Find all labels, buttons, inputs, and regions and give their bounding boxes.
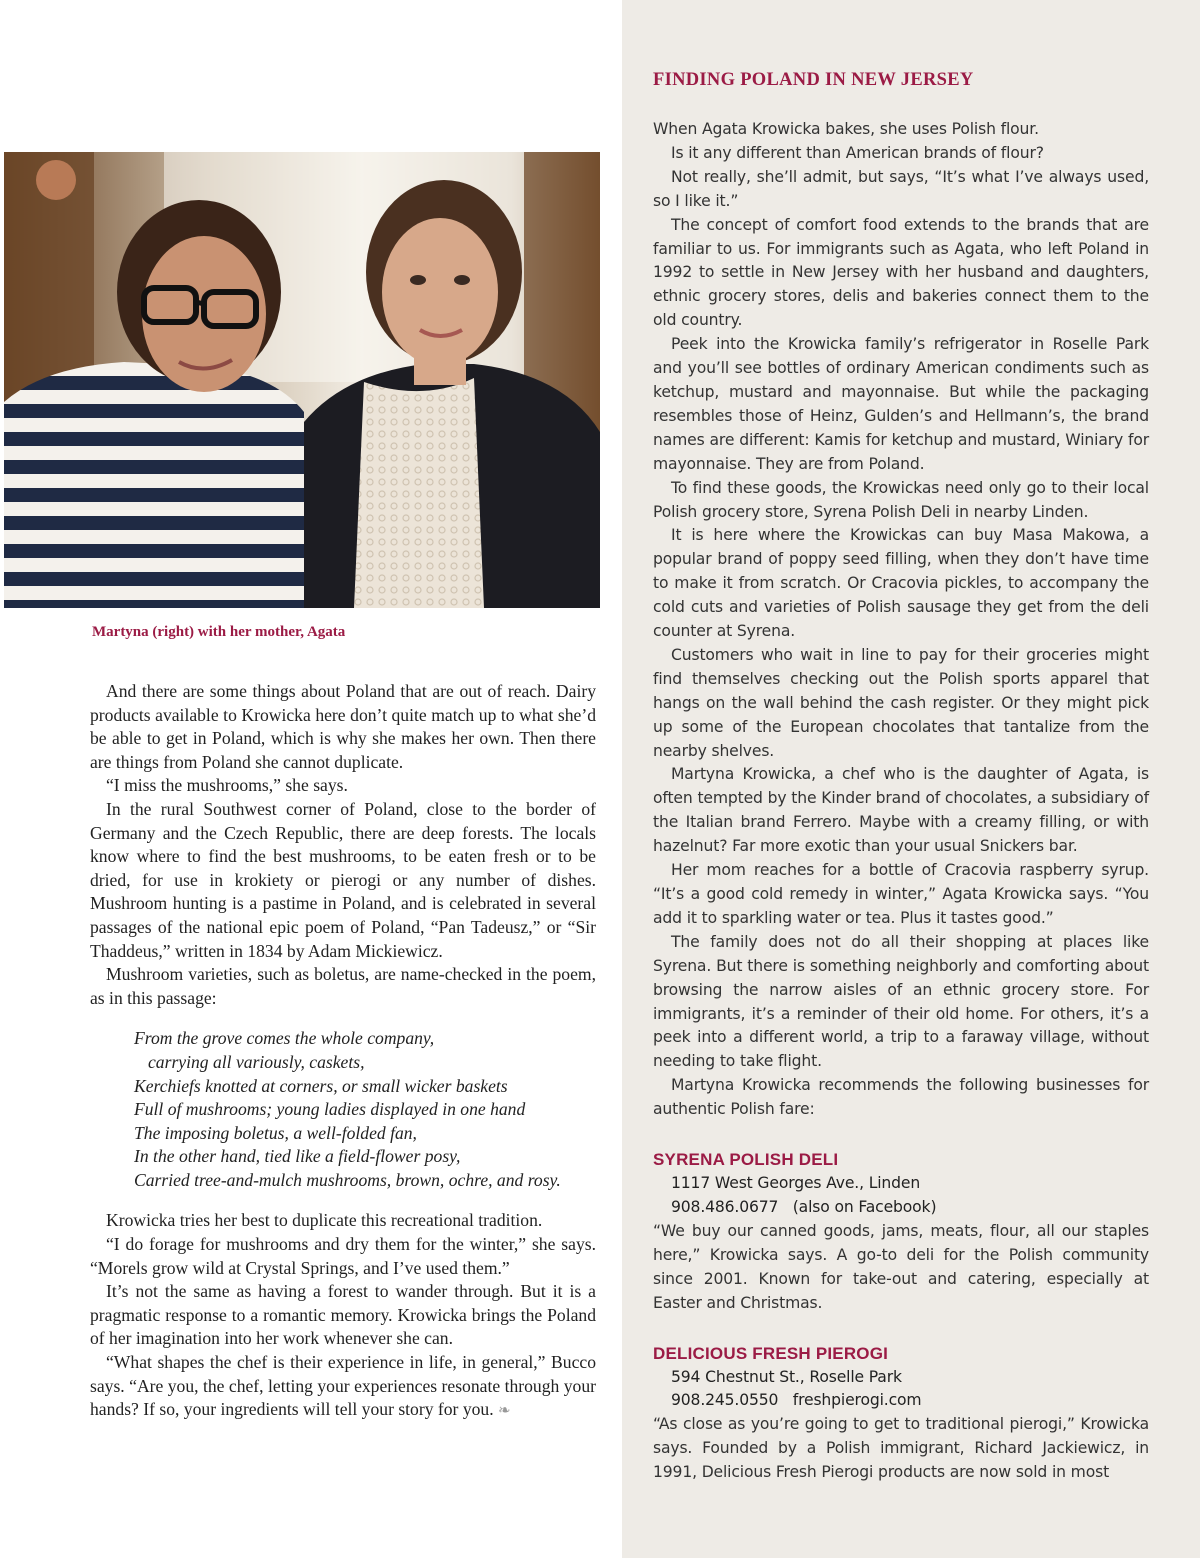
business-description: “As close as you’re going to get to traditional pierogi,” Krowicka says. Founded by a Polish immigrant, Richard Jackiewicz, in 1991, Delicious Fresh Pierogi products are now sold in most <box>653 1415 1149 1482</box>
business-contact: 908.486.0677 (also on Facebook) <box>671 1197 937 1216</box>
sidebar-content <box>653 68 1149 1485</box>
paragraph: Krowicka tries her best to duplicate this recreational tradition. <box>106 1210 543 1231</box>
poem-line: In the other hand, tied like a field-flower posy, <box>134 1146 461 1167</box>
end-mark-icon: ❧ <box>498 1403 511 1420</box>
paragraph: When Agata Krowicka bakes, she uses Polish flour. <box>653 120 1039 138</box>
photo-caption: Martyna (right) with her mother, Agata <box>92 624 346 640</box>
right-sidebar <box>622 0 1200 1558</box>
paragraph: It’s not the same as having a forest to wander through. But it is a pragmatic response to a romantic memory. Krowicka brings the Poland of her imagination into her work whenever she can. <box>90 1281 596 1349</box>
portrait-illustration <box>4 152 600 608</box>
paragraph: Her mom reaches for a bottle of Cracovia raspberry syrup. “It’s a good cold remedy in winter,” Agata Krowicka says. “You add it to sparkling water or tea. Plus it tastes good.” <box>653 861 1149 927</box>
business-contact: 908.245.0550 freshpierogi.com <box>671 1391 922 1410</box>
poem-line: Full of mushrooms; young ladies displayed in one hand <box>134 1099 526 1120</box>
poem-line: Carried tree-and-mulch mushrooms, brown, ochre, and rosy. <box>134 1169 561 1190</box>
paragraph: “I miss the mushrooms,” she says. <box>106 775 348 796</box>
paragraph: Is it any different than American brands of flour? <box>671 143 1044 162</box>
poem-line: From the grove comes the whole company, <box>134 1028 435 1049</box>
paragraph: “I do forage for mushrooms and dry them for the winter,” she says. “Morels grow wild at Crystal Springs, and I’ve used them.” <box>90 1234 596 1278</box>
paragraph: Peek into the Krowicka family’s refrigerator in Roselle Park and you’ll see bottles of ordinary American condiments such as ketchup, mustard and mayonnaise. But while the packaging resembles those of Heinz, Gulden’s and Hellmann’s, the brand names are different: Kamis for ketchup and mustard, Winiary for mayonnaise. They are from Poland. <box>653 335 1149 473</box>
paragraph: Not really, she’ll admit, but says, “It’s what I’ve always used, so I like it.” <box>653 167 1149 210</box>
paragraph: To find these goods, the Krowickas need only go to their local Polish grocery store, Syrena Polish Deli in nearby Linden. <box>653 478 1149 521</box>
paragraph: The concept of comfort food extends to the brands that are familiar to us. For immigrants such as Agata, who left Poland in 1992 to settle in New Jersey with her husband and daughters, ethnic grocery stores, delis and bakeries connect them to the old country. <box>653 215 1149 330</box>
poem-line: The imposing boletus, a well-folded fan, <box>134 1122 417 1143</box>
business-address: 594 Chestnut St., Roselle Park <box>671 1367 902 1386</box>
left-article-body <box>90 680 596 1424</box>
portrait-photo <box>4 152 600 608</box>
business-description: “We buy our canned goods, jams, meats, flour, all our staples here,” Krowicka says. A go-to deli for the Polish community since 2001. Known for take-out and catering, especially at Easter and Christmas. <box>653 1221 1149 1312</box>
paragraph: Mushroom varieties, such as boletus, are name-checked in the poem, as in this passage: <box>90 964 596 1008</box>
paragraph-text: “What shapes the chef is their experience in life, in general,” Bucco says. “Are you, the chef, letting your experiences resonate through your hands? If so, your ingredients will tell your story for you. <box>90 1352 596 1420</box>
paragraph: In the rural Southwest corner of Poland, close to the border of Germany and the Czech Republic, there are deep forests. The locals know where to find the best mushrooms, to be eaten fresh or to be dried, for use in krokiety or pierogi or any number of dishes. Mushroom hunting is a pastime in Poland, and is celebrated in several passages of the national epic poem of Poland, “Pan Tadeusz,” or “Sir Thaddeus,” written in 1834 by Adam Mickiewicz. <box>90 798 596 961</box>
paragraph: And there are some things about Poland that are out of reach. Dairy products available to Krowicka here don’t quite match up to what she’d be able to get in Poland, which is why she makes her own. Then there are things from Poland she cannot duplicate. <box>90 681 596 772</box>
paragraph: The family does not do all their shopping at places like Syrena. But there is something neighborly and comforting about browsing the narrow aisles of an ethnic grocery store. For immigrants, it’s a reminder of their old home. For others, it’s a peek into a different world, a trip to a faraway village, without needing to take flight. <box>653 932 1149 1071</box>
paragraph-last <box>90 1351 596 1424</box>
business-address: 1117 West Georges Ave., Linden <box>671 1174 921 1193</box>
paragraph: Martyna Krowicka, a chef who is the daughter of Agata, is often tempted by the Kinder brand of chocolates, a subsidiary of the Italian brand Ferrero. Maybe with a creamy filling, or with hazelnut? Far more exotic than your usual Snickers bar. <box>653 765 1149 856</box>
business-name: DELICIOUS FRESH PIEROGI <box>653 1343 889 1363</box>
paragraph: It is here where the Krowickas can buy Masa Makowa, a popular brand of poppy seed filling, when they don’t have time to make it from scratch. Or Cracovia pickles, to accompany the cold cuts and varieties of Polish sausage they get from the deli counter at Syrena. <box>653 526 1149 641</box>
poem-excerpt <box>134 1027 596 1192</box>
sidebar-title: FINDING POLAND IN NEW JERSEY <box>653 70 974 90</box>
paragraph: Martyna Krowicka recommends the following businesses for authentic Polish fare: <box>653 1076 1149 1119</box>
poem-line: Kerchiefs knotted at corners, or small wicker baskets <box>134 1075 508 1096</box>
business-name: SYRENA POLISH DELI <box>653 1150 839 1170</box>
paragraph: Customers who wait in line to pay for their groceries might find themselves checking out the Polish sports apparel that hangs on the wall behind the cash register. Or they might pick up some of the European chocolates that tantalize from the nearby shelves. <box>653 645 1149 760</box>
poem-line: carrying all variously, caskets, <box>148 1051 365 1072</box>
